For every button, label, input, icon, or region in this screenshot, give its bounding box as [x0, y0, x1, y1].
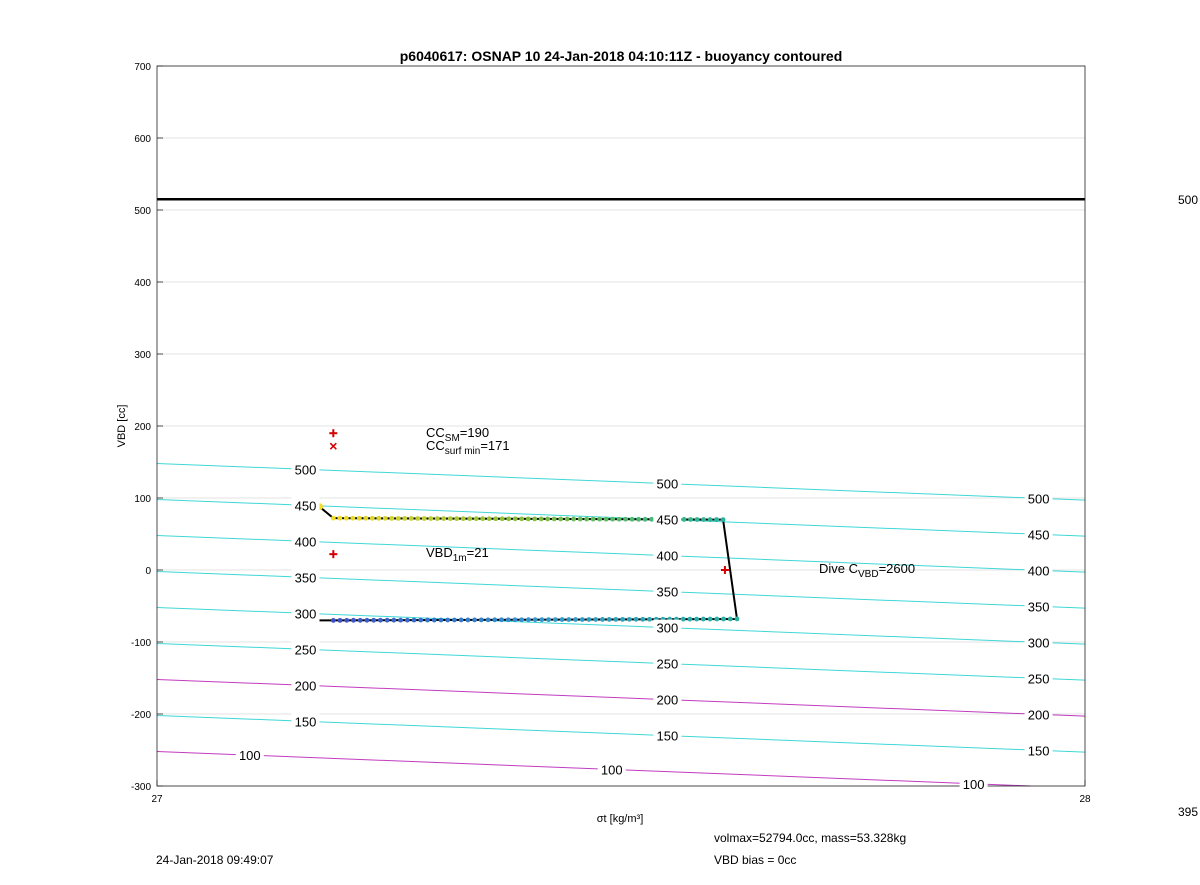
plus-marker [329, 550, 337, 558]
trace-point [721, 517, 726, 522]
trace-point [383, 516, 388, 521]
trace-point [459, 618, 464, 623]
vbd1m-sub: 1m [452, 553, 467, 564]
contour-label-400: 400 [294, 534, 317, 550]
trace-point [415, 516, 420, 521]
trace-point [721, 617, 726, 622]
trace-point [571, 517, 576, 522]
trace-point [580, 617, 585, 622]
vbd1m-val: =21 [466, 545, 489, 560]
trace-point [391, 618, 396, 623]
contour-label-200: 200 [294, 678, 317, 694]
trace-point [365, 618, 370, 623]
trace-point [435, 516, 440, 521]
trace-point [545, 517, 550, 522]
trace-point [714, 617, 719, 622]
trace-point [432, 618, 437, 623]
footer-timestamp: 24-Jan-2018 09:49:07 [156, 853, 274, 867]
trace-point [513, 516, 518, 521]
trace-point [735, 617, 740, 622]
x-tick-label: 28 [1079, 794, 1091, 805]
trace-point [402, 516, 407, 521]
trace-point [472, 617, 477, 622]
trace-point [714, 517, 719, 522]
trace-point [506, 617, 511, 622]
contour-label-400: 400 [656, 548, 679, 564]
contour-label-250: 250 [294, 642, 317, 658]
trace-point [465, 618, 470, 623]
y-tick-label: -300 [130, 782, 151, 793]
vbd1m-annotation [426, 545, 489, 564]
trace-point [728, 617, 733, 622]
cc-sm-sub: SM [444, 433, 460, 444]
trace-point [422, 516, 427, 521]
trace-point [357, 516, 362, 521]
trace-point [350, 516, 355, 521]
trace-point [647, 617, 652, 622]
trace-point [539, 517, 544, 522]
contour-label-200: 200 [1027, 707, 1050, 723]
trace-point [370, 516, 375, 521]
chart-title: p6040617: OSNAP 10 24-Jan-2018 04:10:11Z - buoyancy contoured [399, 48, 843, 64]
dive-val: =2600 [878, 561, 916, 576]
contour-label-500: 500 [656, 476, 679, 492]
dive-sub: VBD [858, 569, 879, 580]
trace-point [649, 517, 654, 522]
trace-point [338, 618, 343, 623]
trace-point [398, 618, 403, 623]
trace-point [467, 516, 472, 521]
trace-point [337, 516, 342, 521]
trace-point [565, 517, 570, 522]
trace-point [600, 617, 605, 622]
contour-label-500: 500 [1027, 491, 1050, 507]
trace-point [634, 617, 639, 622]
trace-point [560, 617, 565, 622]
trace-point [480, 516, 485, 521]
trace-point [695, 517, 700, 522]
trace-point [331, 516, 336, 521]
trace-point [597, 517, 602, 522]
trace-point [708, 517, 713, 522]
trace-point [396, 516, 401, 521]
trace-point [604, 517, 609, 522]
trace-point [532, 517, 537, 522]
y-tick-label: 400 [134, 278, 151, 289]
trace-point [409, 516, 414, 521]
y-tick-label: 700 [134, 62, 151, 73]
trace-point [493, 516, 498, 521]
trace-point [640, 617, 645, 622]
trace-point [526, 516, 531, 521]
trace-point [573, 617, 578, 622]
contour-label-500: 500 [294, 462, 317, 478]
contour-label-350: 350 [656, 584, 679, 600]
y-tick-label: 200 [134, 422, 151, 433]
contour-label-150: 150 [294, 714, 317, 730]
contour-100 [157, 751, 1030, 786]
trace-point [593, 617, 598, 622]
trace-point [405, 618, 410, 623]
edge-label-top: 500 [1178, 193, 1199, 207]
contour-label-350: 350 [1027, 599, 1050, 615]
contour-label-350: 350 [294, 570, 317, 586]
trace-point [358, 618, 363, 623]
trace-point [636, 517, 641, 522]
trace-point [428, 516, 433, 521]
trace-point [591, 517, 596, 522]
contour-label-300: 300 [656, 620, 679, 636]
contour-label-150: 150 [1027, 743, 1050, 759]
trace-point [620, 617, 625, 622]
trace-point [688, 517, 693, 522]
trace-point [479, 617, 484, 622]
trace-point [688, 617, 693, 622]
footer-volmax: volmax=52794.0cc, mass=53.328kg [714, 831, 907, 845]
trace-point [558, 517, 563, 522]
contour-label-200: 200 [656, 692, 679, 708]
contour-label-450: 450 [294, 498, 317, 514]
trace-point [610, 517, 615, 522]
x-axis-label: σt [kg/m³] [596, 813, 644, 825]
edge-label-bottom: 395 [1178, 805, 1199, 819]
trace-point [378, 618, 383, 623]
trace-point [363, 516, 368, 521]
contour-label-450: 450 [656, 512, 679, 528]
trace-point [439, 618, 444, 623]
trace-point [452, 618, 457, 623]
trace-point [643, 517, 648, 522]
contour-label-400: 400 [1027, 563, 1050, 579]
dive-main: Dive C [819, 561, 859, 576]
trace-point [708, 617, 713, 622]
trace-point [486, 617, 491, 622]
cc-sm-main: CC [426, 425, 445, 440]
trace-point [701, 517, 706, 522]
cc-surf-annotation [426, 438, 510, 457]
y-axis-ticks [131, 62, 163, 793]
x-tick-label: 27 [151, 794, 163, 805]
trace-point [578, 517, 583, 522]
trace-point [445, 618, 450, 623]
cc-surf-sub: surf min [444, 446, 481, 457]
trace-point [623, 517, 628, 522]
plus-marker [721, 566, 729, 574]
trace-point [474, 516, 479, 521]
trace-point [539, 617, 544, 622]
trace-point [546, 617, 551, 622]
trace-point [584, 517, 589, 522]
cc-surf-val: =171 [480, 438, 510, 453]
trace-point [492, 617, 497, 622]
trace-point [344, 618, 349, 623]
trace-point [587, 617, 592, 622]
trace-point [533, 617, 538, 622]
trace-point [553, 617, 558, 622]
trace-point [627, 617, 632, 622]
trace-point [552, 517, 557, 522]
contour-label-250: 250 [1027, 671, 1050, 687]
trace-point [448, 516, 453, 521]
trace-point [351, 618, 356, 623]
trace-point [487, 516, 492, 521]
contour-label-100: 100 [238, 748, 261, 764]
trace-point [701, 617, 706, 622]
trace-point [376, 516, 381, 521]
trace-point [513, 617, 518, 622]
trace-point [331, 618, 336, 623]
trace-point [617, 517, 622, 522]
y-axis-label: VBD [cc] [116, 404, 128, 448]
trace-point [412, 618, 417, 623]
y-tick-label: -200 [130, 710, 151, 721]
contour-label-100: 100 [962, 776, 985, 792]
trace-point [385, 618, 390, 623]
trace-point [418, 618, 423, 623]
trace-point [461, 516, 466, 521]
trace-point [425, 618, 430, 623]
footer-vbd-bias: VBD bias = 0cc [714, 853, 797, 867]
trace-point [371, 618, 376, 623]
trace-point [519, 617, 524, 622]
vbd1m-main: VBD [426, 545, 453, 560]
contour-label-450: 450 [1027, 527, 1050, 543]
trace-point [613, 617, 618, 622]
trace-point [526, 617, 531, 622]
trace-point [607, 617, 612, 622]
trace-point [681, 617, 686, 622]
y-tick-label: 300 [134, 350, 151, 361]
trace-point [682, 517, 687, 522]
y-tick-label: -100 [130, 638, 151, 649]
x-axis-ticks [151, 780, 1091, 805]
trace-point [499, 617, 504, 622]
x-marker [330, 443, 336, 449]
trace-point [630, 517, 635, 522]
contour-label-250: 250 [656, 656, 679, 672]
trace-point [454, 516, 459, 521]
contour-label-300: 300 [1027, 635, 1050, 651]
trace-point [506, 516, 511, 521]
trace-point [441, 516, 446, 521]
cc-surf-main: CC [426, 438, 445, 453]
trace-point [694, 617, 699, 622]
plus-marker [329, 429, 337, 437]
contour-label-150: 150 [656, 728, 679, 744]
trace-point [389, 516, 394, 521]
trace-point [344, 516, 349, 521]
y-tick-label: 600 [134, 134, 151, 145]
cc-sm-val: =190 [459, 425, 490, 440]
contour-label-100: 100 [600, 762, 623, 778]
contour-label-300: 300 [294, 606, 317, 622]
y-tick-label: 500 [134, 206, 151, 217]
y-tick-label: 100 [134, 494, 151, 505]
trace-point [500, 516, 505, 521]
y-tick-label: 0 [145, 566, 151, 577]
trace-point [519, 516, 524, 521]
trace-point [566, 617, 571, 622]
